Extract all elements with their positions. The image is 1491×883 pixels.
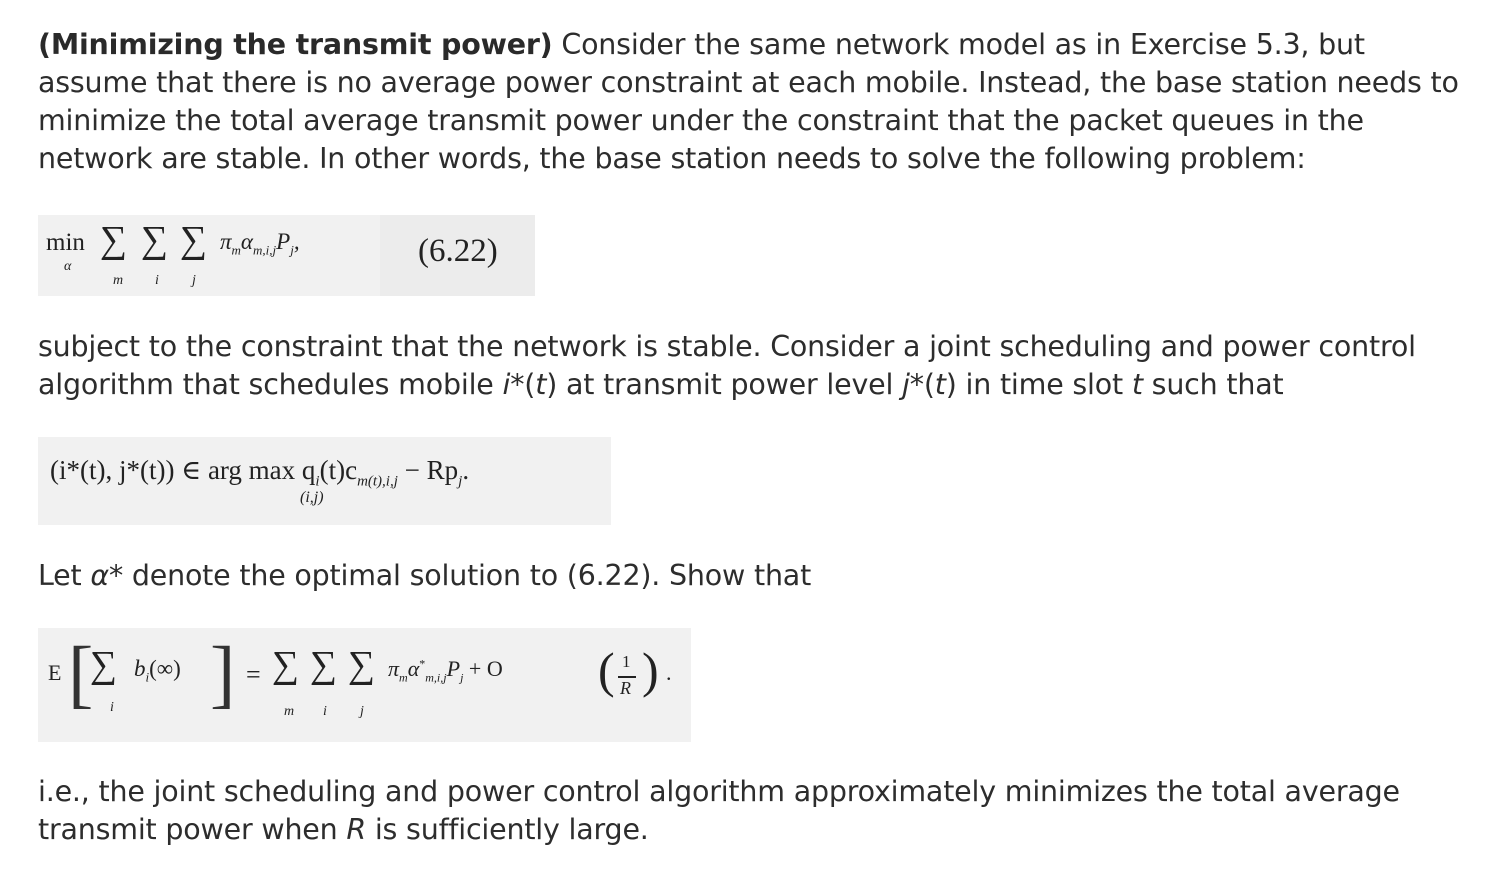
equation-label: (6.22): [418, 233, 498, 269]
sum-index-j: j: [192, 273, 196, 288]
sum-symbol-m: ∑: [100, 219, 128, 261]
paragraph-problem-statement: [38, 26, 1483, 178]
equation-result: [38, 628, 691, 742]
argmax-subscript: (i,j): [300, 489, 324, 506]
outer-index-i: i: [323, 704, 327, 719]
outer-index-j: j: [360, 704, 364, 719]
sum-index-i: i: [155, 273, 159, 288]
left-paren: (: [598, 642, 615, 698]
expectation-operator: E: [48, 660, 62, 685]
outer-sum-i: ∑: [310, 644, 338, 686]
fraction-denominator: R: [620, 678, 631, 698]
paragraph-conclusion: i.e., the joint scheduling and power control algorithm approximately minimizes the total average transmit power when R is sufficiently large.: [38, 775, 1400, 846]
power-level-j-star: j*: [902, 368, 924, 401]
outer-sum-j: ∑: [348, 644, 376, 686]
mobile-i-star: i*: [502, 368, 525, 401]
fraction-numerator: 1: [622, 652, 631, 671]
equals-sign: =: [246, 660, 261, 689]
sum-index-m: m: [113, 273, 124, 288]
inner-sum-symbol: ∑: [90, 644, 118, 686]
outer-sum-m: ∑: [272, 644, 300, 686]
conclusion-line-1: i.e., the joint scheduling and power control algorithm approximately minimizes the total average: [38, 775, 1400, 808]
alpha-star: α*: [90, 559, 123, 592]
sum-symbol-i: ∑: [141, 219, 169, 261]
min-subscript: α: [64, 259, 72, 274]
equation-end-period: .: [666, 660, 672, 685]
argmax-expression: (i*(t), j*(t)) ∈ arg $\max q_i(t)c_{m(t),i,j} - Rp_j$.: [50, 455, 470, 490]
scheduling-line-1: subject to the constraint that the network is stable. Consider a joint scheduling and power control: [38, 330, 1416, 363]
rate-R: R: [346, 813, 366, 846]
paragraph-scheduling: subject to the constraint that the network is stable. Consider a joint scheduling and power control algorithm that schedules mobile i*(t) at transmit power level j*(t) in time slot t such that: [38, 330, 1416, 401]
summand: $\pi_m\alpha_{m,i,j}P_j$,: [220, 229, 300, 258]
outer-summand: $\pi_m\alpha^*_{m,i,j}P_j + O$: [388, 656, 503, 685]
sum-symbol-j: ∑: [180, 219, 208, 261]
paragraph-show-that: Let α* denote the optimal solution to (6.22). Show that: [38, 559, 812, 592]
equation-argmax: [38, 437, 611, 525]
right-paren: ): [642, 642, 659, 698]
problem-body: Consider the same network model as in Exercise 5.3, but assume that there is no average power constraint at each mobile. Instead, the base station needs to minimize the total average transmit power under the constraint that the packet queues in the network are stable. In other words, the base station needs to solve the following problem:: [38, 28, 1459, 175]
backlog-term: $b_i(\infty)$: [134, 656, 181, 685]
inner-sum-index: i: [110, 700, 114, 715]
min-operator: min: [46, 229, 85, 256]
exercise-heading: (Minimizing the transmit power): [38, 28, 553, 61]
left-bracket: [: [68, 632, 94, 716]
outer-index-m: m: [284, 704, 295, 719]
right-bracket: ]: [210, 632, 236, 716]
equation-6-22: [38, 215, 535, 296]
